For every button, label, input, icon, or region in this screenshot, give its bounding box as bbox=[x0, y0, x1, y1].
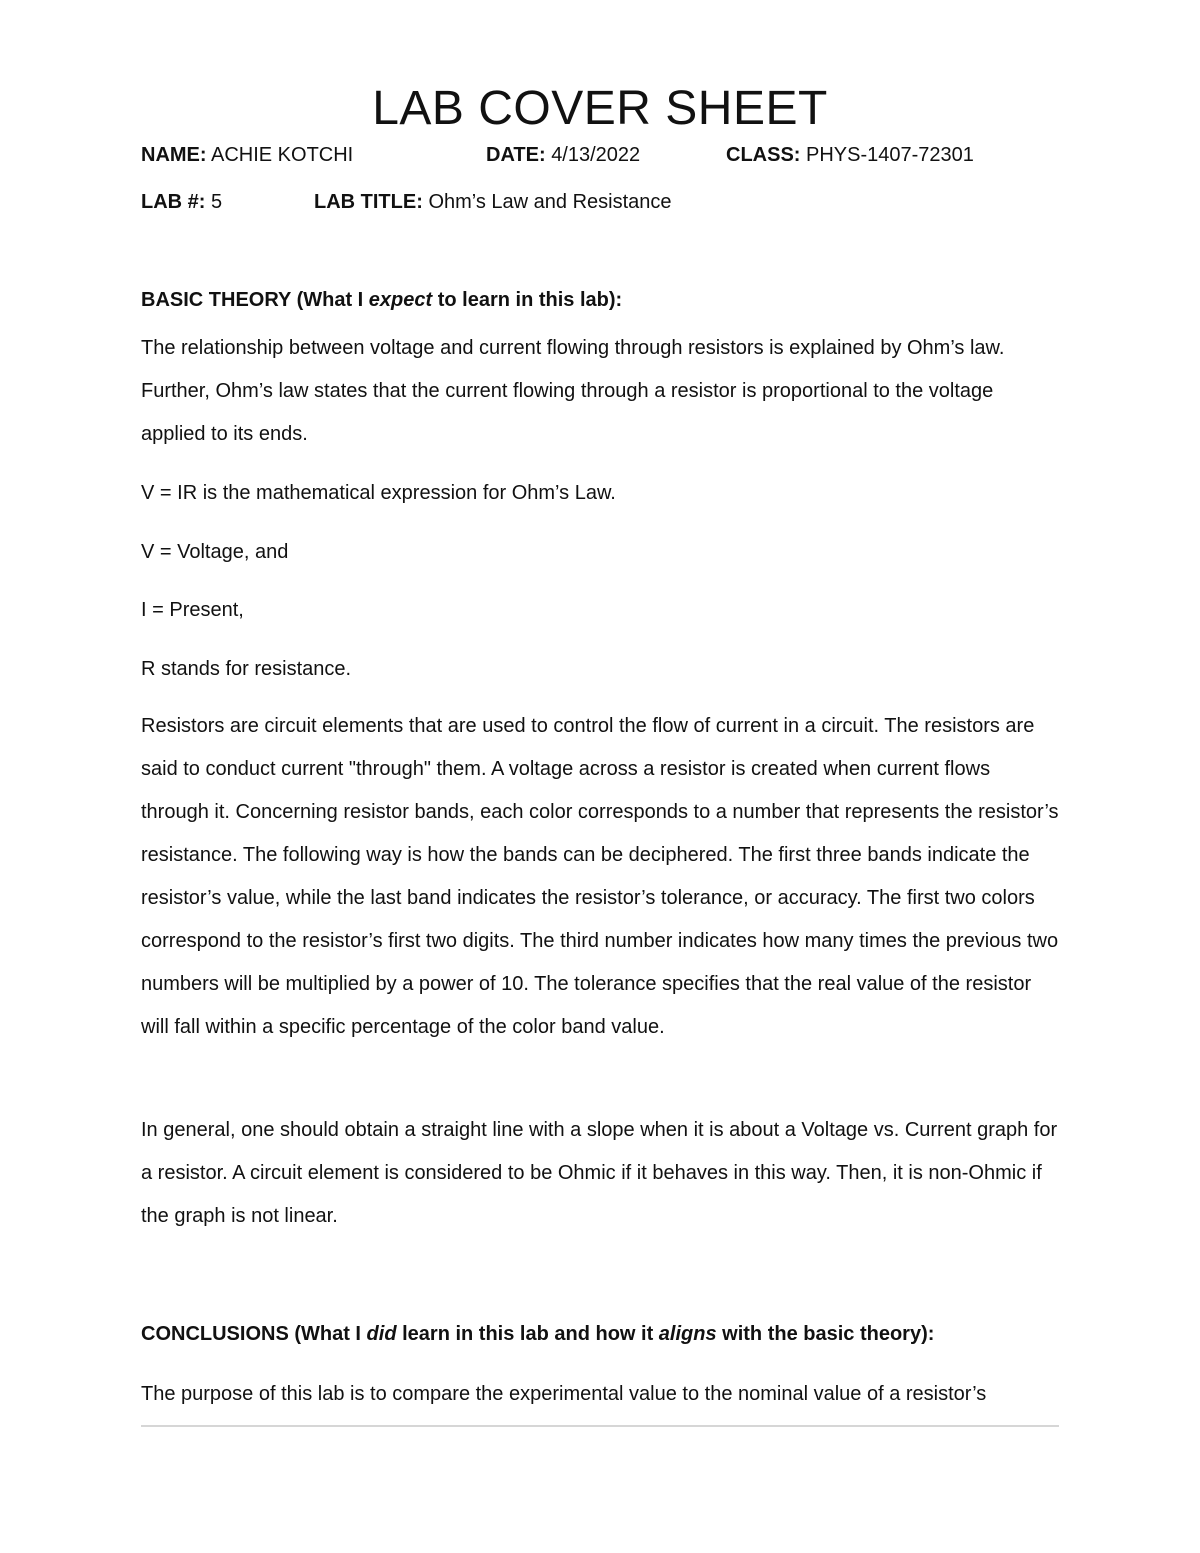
current-definition: I = Present, bbox=[141, 599, 244, 621]
basic-theory-heading-emphasis: expect bbox=[368, 289, 433, 311]
name-field bbox=[141, 143, 353, 167]
conclusions-heading-emphasis-2: aligns bbox=[658, 1323, 717, 1345]
lab-number-label: LAB #: bbox=[141, 191, 206, 213]
page-title: LAB COVER SHEET bbox=[372, 82, 828, 135]
conclusions-heading bbox=[141, 1322, 934, 1346]
lab-number-field bbox=[141, 190, 222, 214]
conclusions-heading-part3: with the basic theory): bbox=[716, 1323, 935, 1345]
conclusions-heading-part1: CONCLUSIONS (What I bbox=[141, 1323, 367, 1345]
basic-theory-paragraph-3: In general, one should obtain a straight line with a slope when it is about a Voltage vs. Current graph for a resistor. A circuit element is considered to be Ohmic if it behaves in this way. Then, it is non-Ohmic if the graph is not linear. bbox=[141, 1119, 1058, 1227]
basic-theory-heading-part1: BASIC THEORY (What I bbox=[141, 289, 369, 311]
basic-theory-paragraph-1: The relationship between voltage and current flowing through resistors is explained by Ohm’s law. Further, Ohm’s law states that the current flowing through a resistor is proportional to the voltage applied to its ends. bbox=[141, 337, 1005, 445]
class-field bbox=[726, 143, 974, 167]
voltage-definition: V = Voltage, and bbox=[141, 541, 289, 563]
conclusions-heading-emphasis-1: did bbox=[366, 1323, 397, 1345]
name-value: ACHIE KOTCHI bbox=[211, 144, 354, 166]
basic-theory-heading bbox=[141, 288, 622, 312]
class-label: CLASS: bbox=[726, 144, 801, 166]
basic-theory-heading-part2: to learn in this lab): bbox=[432, 289, 623, 311]
resistance-definition: R stands for resistance. bbox=[141, 658, 352, 680]
header-row-2 bbox=[141, 190, 1061, 214]
date-value: 4/13/2022 bbox=[551, 144, 641, 166]
basic-theory-paragraph-2: Resistors are circuit elements that are used to control the flow of current in a circuit. The resistors are said to conduct current "through" them. A voltage across a resistor is created when current flows through it. Concerning resistor bands, each color corresponds to a number that represents the resistor’s resistance. The following way is how the bands can be deciphered. The first three bands indicate the resistor’s value, while the last band indicates the resistor’s tolerance, or accuracy. The first two colors correspond to the resistor’s first two digits. The third number indicates how many times the previous two numbers will be multiplied by a power of 10. The tolerance specifies that the real value of the resistor will fall within a specific percentage of the color band value. bbox=[141, 715, 1059, 1038]
lab-title-field bbox=[314, 190, 672, 214]
lab-title-value: Ohm’s Law and Resistance bbox=[428, 191, 672, 213]
conclusions-heading-part2: learn in this lab and how it bbox=[396, 1323, 659, 1345]
conclusions-paragraph-1: The purpose of this lab is to compare the experimental value to the nominal value of a resistor’s bbox=[141, 1383, 987, 1405]
lab-number-value: 5 bbox=[211, 191, 223, 213]
formula-line: V = IR is the mathematical expression for Ohm’s Law. bbox=[141, 482, 616, 504]
header-row-1 bbox=[141, 143, 1061, 167]
class-value: PHYS-1407-72301 bbox=[806, 144, 974, 166]
name-label: NAME: bbox=[141, 144, 207, 166]
lab-title-label: LAB TITLE: bbox=[314, 191, 423, 213]
page-bottom-divider bbox=[141, 1425, 1059, 1427]
date-field bbox=[486, 143, 640, 167]
date-label: DATE: bbox=[486, 144, 546, 166]
